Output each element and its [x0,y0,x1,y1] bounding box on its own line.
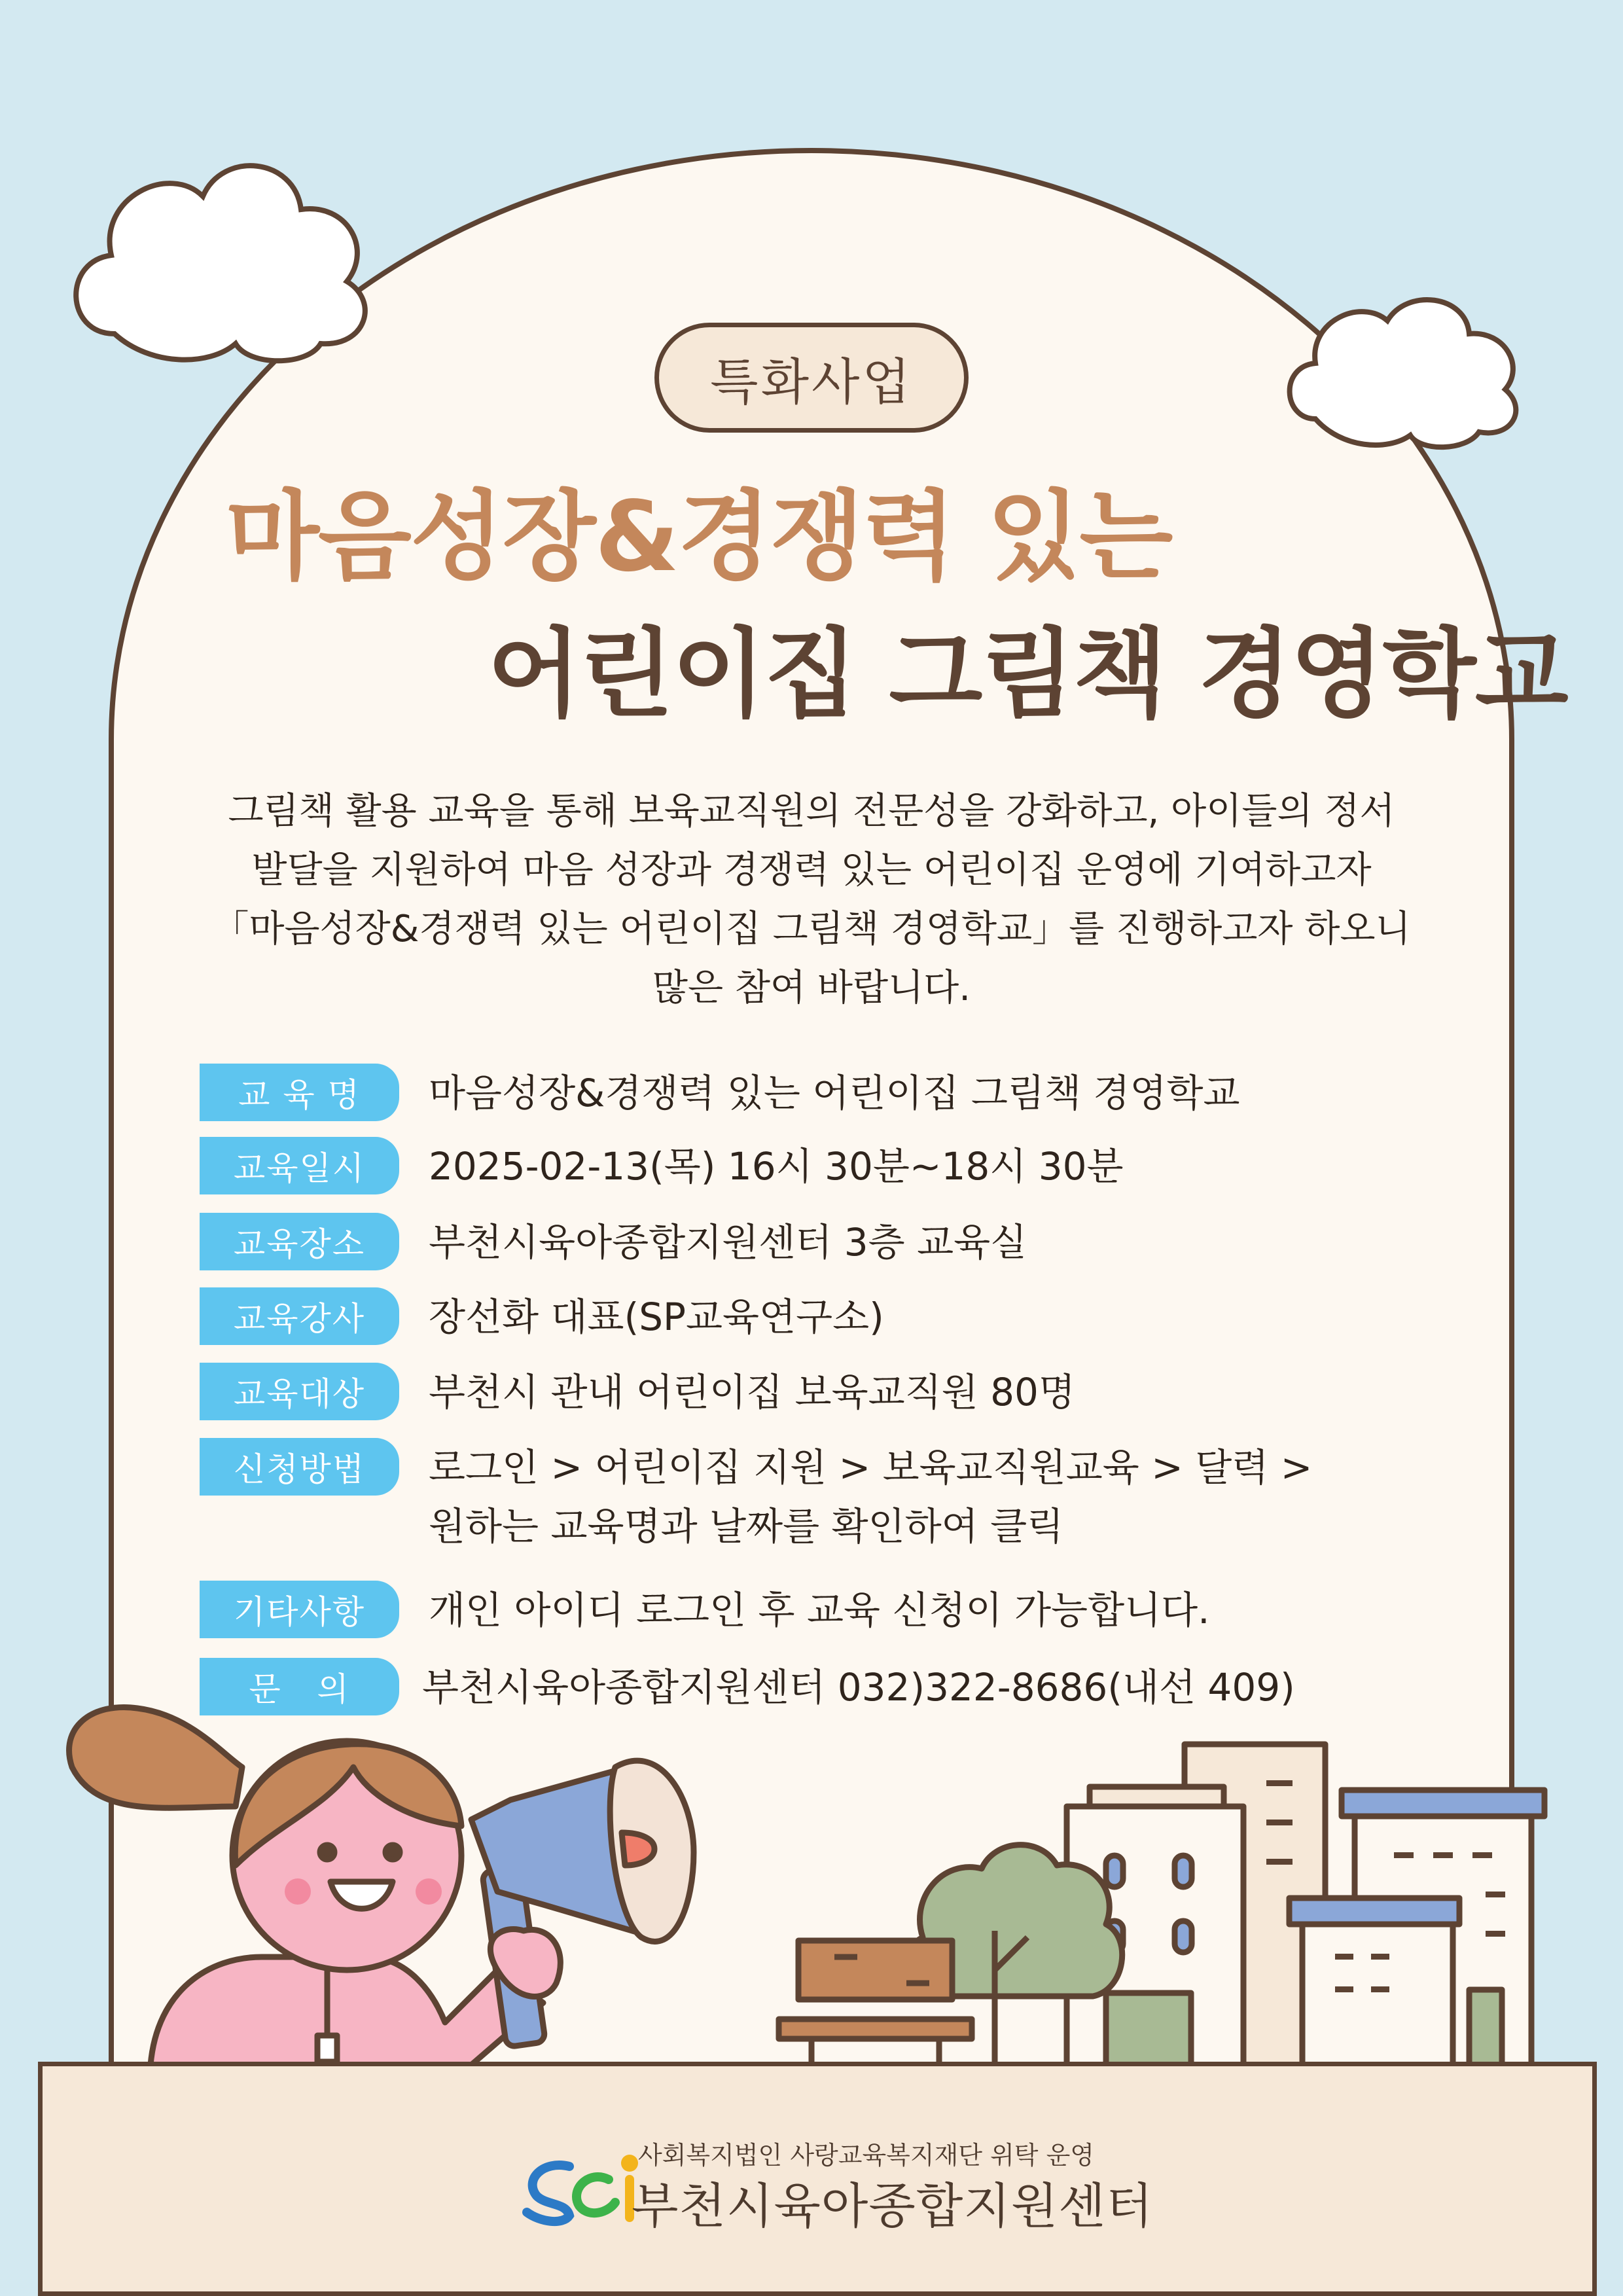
page-title-line2: 어린이집 그림책 경영학교 [488,618,1567,730]
info-value: 부천시육아종합지원센터 3층 교육실 [429,1220,1027,1265]
info-label: 신청방법 [200,1438,399,1496]
cloud-icon [76,166,365,361]
info-label: 교 육 명 [200,1064,399,1121]
page-title-line1: 마음성장&경쟁력 있는 [226,480,1172,593]
category-badge: 특화사업 [654,323,969,433]
info-label: 교육강사 [200,1287,399,1345]
info-value: 원하는 교육명과 날짜를 확인하여 클릭 [429,1504,1064,1549]
info-value: 부천시 관내 어린이집 보육교직원 80명 [429,1370,1075,1414]
info-label: 교육장소 [200,1213,399,1270]
intro-paragraph [183,782,1440,1018]
buildings-illustration [1067,1744,1544,2065]
info-value: 개인 아이디 로그인 후 교육 신청이 가능합니다. [429,1588,1210,1632]
footer-org-name: 부천시육아종합지원센터 [632,2178,1154,2234]
footer-subtitle: 사회복지법인 사랑교육복지재단 위탁 운영 [638,2141,1094,2170]
intro-line: 「마음성장&경쟁력 있는 어린이집 그림책 경영학교」를 진행하고자 하오니 [212,908,1411,950]
info-label: 문 의 [200,1658,399,1715]
info-value: 2025-02-13(목) 16시 30분~18시 30분 [429,1144,1124,1189]
intro-line: 발달을 지원하여 마음 성장과 경쟁력 있는 어린이집 운영에 기여하고자 [251,849,1372,891]
intro-line: 그림책 활용 교육을 통해 보육교직원의 전문성을 강화하고, 아이들의 정서 [228,790,1395,833]
info-label: 교육일시 [200,1137,399,1194]
info-value: 마음성장&경쟁력 있는 어린이집 그림책 경영학교 [429,1071,1240,1115]
info-label: 교육대상 [200,1363,399,1420]
info-value: 로그인 > 어린이집 지원 > 보육교직원교육 > 달력 > [429,1445,1313,1490]
info-value: 장선화 대표(SP교육연구소) [429,1295,884,1339]
cloud-icon [1290,300,1516,447]
info-label: 기타사항 [200,1581,399,1638]
intro-line: 많은 참여 바랍니다. [652,967,971,1009]
info-value: 부천시육아종합지원센터 032)322-8686(내선 409) [422,1665,1295,1710]
